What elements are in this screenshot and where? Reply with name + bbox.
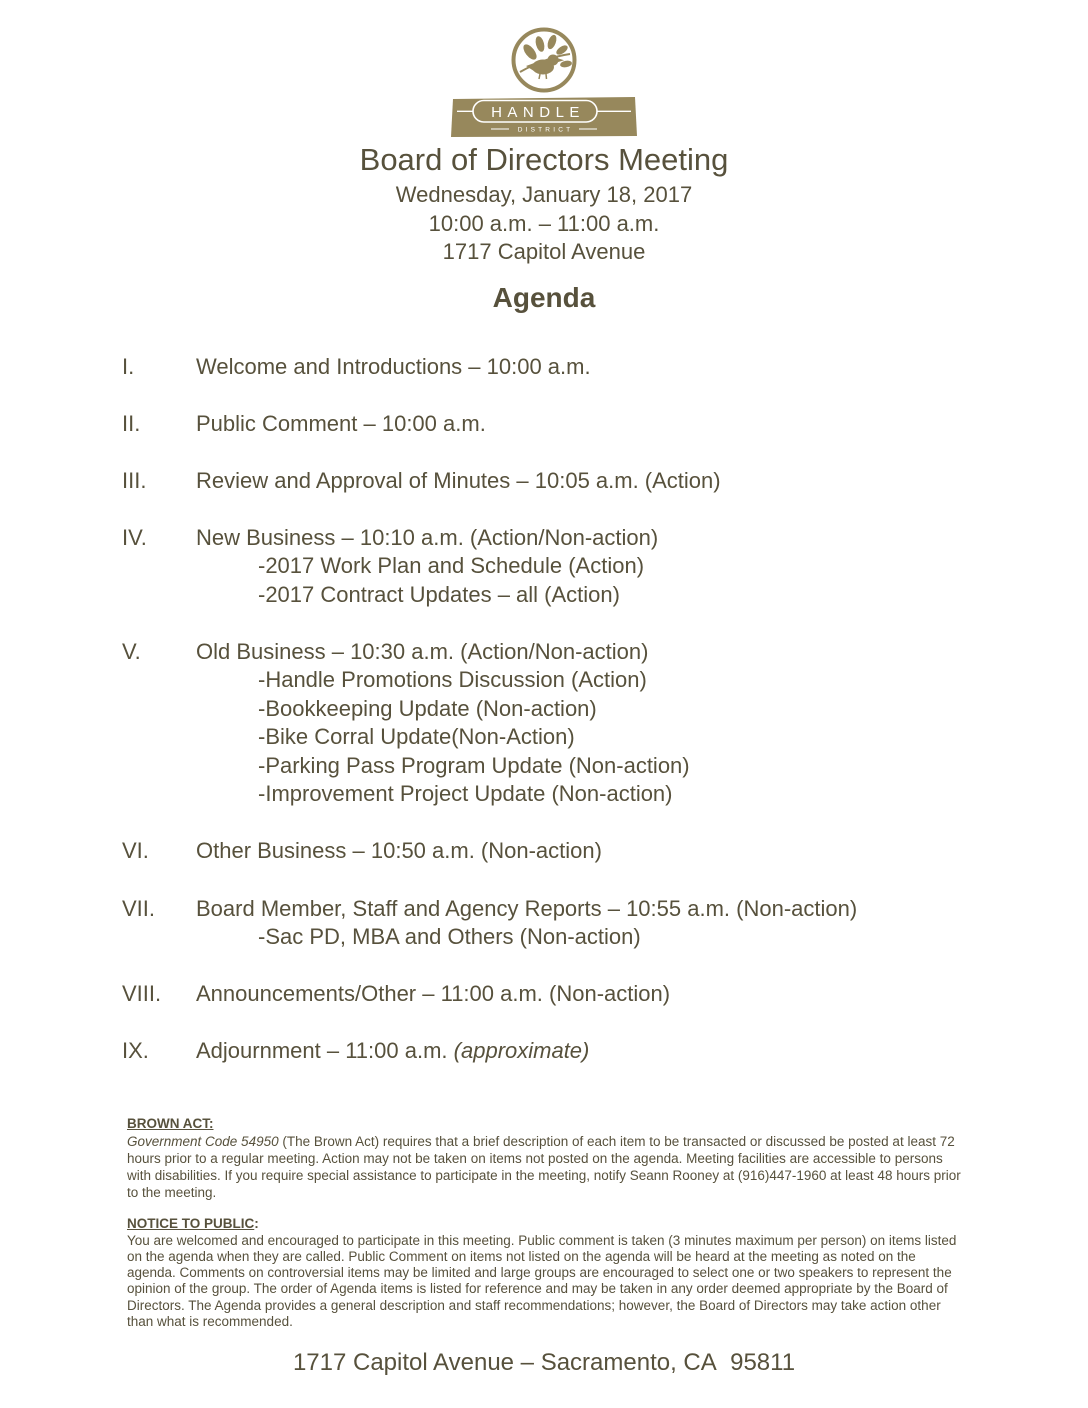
agenda-heading: Agenda <box>492 281 596 313</box>
meeting-date: Wednesday, January 18, 2017 <box>395 182 693 207</box>
agenda-sub-item: -2017 Work Plan and Schedule (Action) <box>258 553 645 579</box>
footer-address: 1717 Capitol Avenue – Sacramento, CA 95811 <box>292 1348 796 1376</box>
agenda-sub-item: -Improvement Project Update (Non-action) <box>258 781 673 807</box>
agenda-item-text: Board Member, Staff and Agency Reports – 10:55 a.m. (Non-action) <box>196 895 858 921</box>
agenda-item-text: Announcements/Other – 11:00 a.m. (Non-action) <box>196 981 671 1007</box>
agenda-item-5 <box>122 638 1028 809</box>
notice-to-public-block: NOTICE TO PUBLIC: You are welcomed and encouraged to participate in this meeting. Public comment is taken (3 minutes maximum per person) on items listed on the agenda when they are called. Public Comment on items not listed on the agenda will be heard at the meeting as noted on the agenda. Comments on controversial items may be limited and large groups are encouraged to select one or two speakers to represent the opinion of the group. The order of Agenda items is listed for reference and may be taken in any order deemed appropriate by the Board of Directors. The Agenda provides a general description and staff recommendations; however, the Board of Directors may take action other than what is recommended. <box>127 1215 965 1330</box>
agenda-item-text: New Business – 10:10 a.m. (Action/Non-action) <box>196 524 659 550</box>
agenda-item-4 <box>122 524 1028 610</box>
agenda-list <box>0 353 1088 1066</box>
page-title: Board of Directors Meeting <box>359 142 729 177</box>
agenda-item-1 <box>122 353 1028 382</box>
agenda-sub-item: -Parking Pass Program Update (Non-action) <box>258 752 690 778</box>
agenda-item-text: Public Comment – 10:00 a.m. <box>196 410 486 436</box>
agenda-item-numeral: I. <box>122 353 135 379</box>
agenda-item-6 <box>122 837 1028 866</box>
agenda-item-numeral: III. <box>122 467 147 493</box>
agenda-item-text: Adjournment – 11:00 a.m. (approximate) <box>196 1038 590 1064</box>
notice-body: You are welcomed and encouraged to participate in this meeting. Public comment is taken (3 minutes maximum per person) on items listed on the agenda when they are called. Public Comment on items not listed on the agenda will be heard at the meeting as noted on the agenda. Comments on controversial items may be limited and large groups are encouraged to select one or two speakers to represent the opinion of the group. The order of Agenda items is listed for reference and may be taken in any order deemed appropriate by the Board of Directors. The Agenda provides a general description and staff recommendations; however, the Board of Directors may take action other than what is recommended. <box>127 1232 957 1329</box>
agenda-item-2 <box>122 410 1028 439</box>
bird-branch-emblem-icon <box>510 26 578 94</box>
handle-district-logo <box>0 0 1088 139</box>
agenda-sub-item: -2017 Contract Updates – all (Action) <box>258 581 620 607</box>
agenda-item-numeral: IV. <box>122 524 147 550</box>
agenda-sub-item: -Bookkeeping Update (Non-action) <box>258 695 597 721</box>
agenda-item-numeral: VI. <box>122 838 149 864</box>
agenda-sub-item: -Bike Corral Update(Non-Action) <box>258 724 575 750</box>
agenda-item-3 <box>122 467 1028 496</box>
agenda-item-text: Review and Approval of Minutes – 10:05 a.m. (Action) <box>196 467 721 493</box>
logo-brand-text: HANDLE <box>491 104 585 121</box>
agenda-item-numeral: V. <box>122 638 141 664</box>
brown-act-body: Government Code 54950 (The Brown Act) requires that a brief description of each item to be transacted or discussed be posted at least 72 hours prior to a regular meeting. Action may not be taken on items not posted on the agenda. Meeting facilities are accessible to persons with disabilities. If you require special assistance to participate in the meeting, notify Seann Rooney at (916)447-1960 at least 48 hours prior to the meeting. <box>127 1133 961 1200</box>
fine-print-section <box>127 1115 965 1330</box>
agenda-item-numeral: VII. <box>122 895 156 921</box>
brown-act-block <box>127 1115 965 1201</box>
agenda-item-numeral: II. <box>122 410 141 436</box>
agenda-item-numeral: VIII. <box>122 981 162 1007</box>
brown-act-heading: BROWN ACT: <box>127 1115 214 1131</box>
agenda-sub-item: -Handle Promotions Discussion (Action) <box>258 667 647 693</box>
agenda-sub-item: -Sac PD, MBA and Others (Non-action) <box>258 924 641 950</box>
agenda-item-numeral: IX. <box>122 1038 149 1064</box>
agenda-item-text: Other Business – 10:50 a.m. (Non-action) <box>196 838 602 864</box>
agenda-item-text: Welcome and Introductions – 10:00 a.m. <box>196 353 591 379</box>
agenda-item-text: Old Business – 10:30 a.m. (Action/Non-action) <box>196 638 649 664</box>
brown-act-code-citation: Government Code 54950 <box>127 1133 279 1149</box>
agenda-item-8 <box>122 980 1028 1009</box>
meeting-address: 1717 Capitol Avenue <box>442 239 646 264</box>
meeting-time: 10:00 a.m. – 11:00 a.m. <box>428 210 660 236</box>
logo-sub-text: DISTRICT <box>517 126 574 134</box>
notice-heading: NOTICE TO PUBLIC <box>127 1215 255 1231</box>
agenda-item-italic-note: (approximate) <box>453 1038 590 1064</box>
agenda-item-9 <box>122 1037 1028 1066</box>
agenda-item-7 <box>122 895 1028 952</box>
handle-banner-icon <box>451 95 637 139</box>
